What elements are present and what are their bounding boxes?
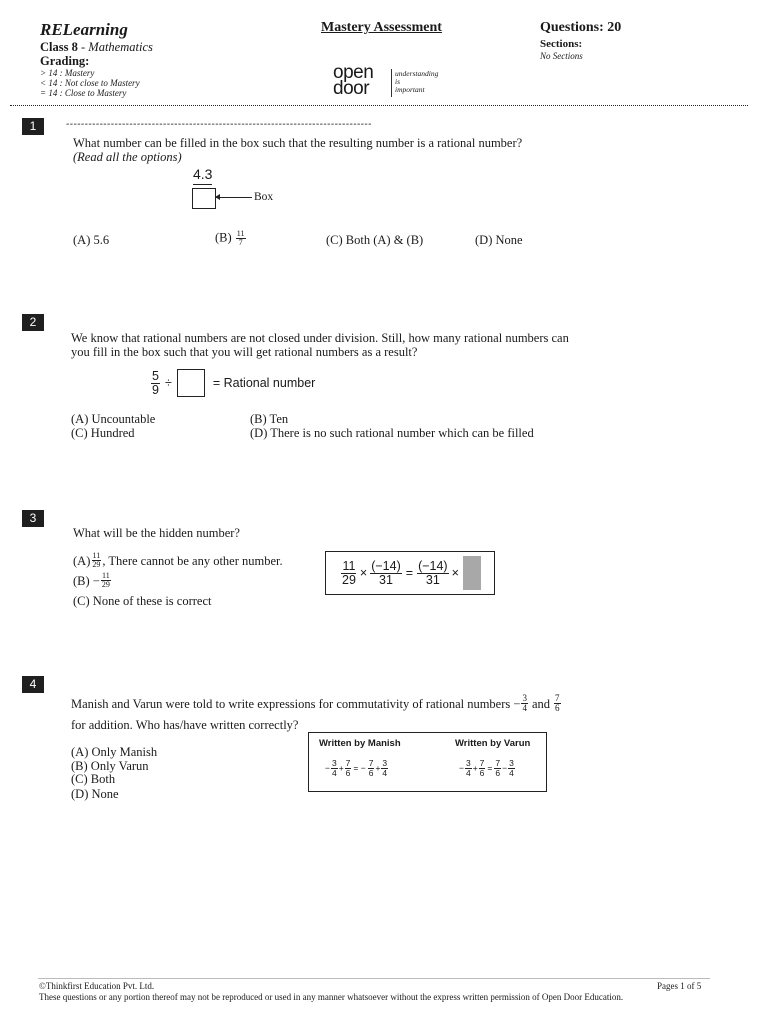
option-c[interactable]: (C) None of these is correct <box>73 594 212 608</box>
question-text: Manish and Varun were told to write expressions for commutativity of rational numbers − $\frac{3}{4}$ and $\frac{7}{6}$ <box>71 693 560 713</box>
number-figure: 4.3 <box>193 166 212 185</box>
option-a[interactable]: (A) $\frac{11}{29}$ , There cannot be any other number. <box>73 551 283 569</box>
option-c[interactable]: (C) Both <box>71 772 116 786</box>
hidden-number-box <box>463 556 481 590</box>
equation-figure: $\frac{11}{29}$ × $\frac{(-14)}{31}$ = $\frac{(-14)}{31}$ × <box>325 551 495 595</box>
question-separator: ---------------------------------------------------------------------------------- <box>66 119 372 130</box>
logo-word-top: open <box>333 62 374 83</box>
footer-pages: Pages 1 of 5 <box>657 981 702 991</box>
column-header-manish: Written by Manish <box>319 738 401 749</box>
question-number: 4 <box>22 676 44 693</box>
grading-rule: > 14 : Mastery <box>40 68 95 78</box>
question-text: What will be the hidden number? <box>73 526 240 540</box>
question-number: 1 <box>22 118 44 135</box>
grading-rule: = 14 : Close to Mastery <box>40 88 127 98</box>
answer-box <box>177 369 205 397</box>
question-text-line2: you fill in the box such that you will get rational numbers as a result? <box>71 345 418 359</box>
answer-box <box>192 188 216 209</box>
brand-title: RELearning <box>40 20 128 39</box>
box-label: Box <box>254 191 274 203</box>
expressions-table <box>308 732 547 792</box>
questions-count: Questions: 20 <box>540 20 622 35</box>
varun-expression: − $\frac{3}{4}$ + $\frac{7}{6}$ = $\frac{7}{6}$ − $\frac{3}{4}$ <box>459 758 514 778</box>
question-number: 3 <box>22 510 44 527</box>
footer-divider <box>38 978 710 979</box>
option-b[interactable]: (B) $\frac{11}{7}$ <box>215 229 245 247</box>
footer-copyright: ©Thinkfirst Education Pvt. Ltd. <box>39 981 155 991</box>
class-label: Class 8 <box>40 40 78 54</box>
option-b[interactable]: (B) Ten <box>250 412 289 426</box>
grading-label: Grading: <box>40 54 90 68</box>
option-d[interactable]: (D) None <box>475 233 523 247</box>
footer-notice: These questions or any portion thereof may not be reproduced or used in any manner whatsoever without the express written permission of Open Door Education. <box>39 992 624 1002</box>
subject-label: Mathematics <box>88 40 153 54</box>
division-figure: $\frac{5}{9}$ ÷ = Rational number <box>152 369 316 397</box>
class-line: Class 8 - Mathematics <box>40 40 153 54</box>
option-d[interactable]: (D) There is no such rational number which can be filled <box>250 426 534 440</box>
sections-label: Sections: <box>540 38 583 50</box>
question-text: We know that rational numbers are not closed under division. Still, how many rational numbers can <box>71 331 569 345</box>
option-a[interactable]: (A) 5.6 <box>73 233 110 247</box>
logo-tagline: understanding is important <box>395 69 439 94</box>
manish-expression: − $\frac{3}{4}$ + $\frac{7}{6}$ = − $\frac{7}{6}$ + $\frac{3}{4}$ <box>325 758 388 778</box>
logo-word-bottom: door <box>333 78 370 99</box>
question-number: 2 <box>22 314 44 331</box>
grading-rules <box>40 68 140 98</box>
option-b[interactable]: (B) − $\frac{11}{29}$ <box>73 571 110 589</box>
grading-rule: < 14 : Not close to Mastery <box>40 78 140 88</box>
question-text: What number can be filled in the box such that the resulting number is a rational number? <box>73 136 523 150</box>
option-a[interactable]: (A) Only Manish <box>71 745 158 759</box>
option-c[interactable]: (C) Hundred <box>71 426 135 440</box>
column-header-varun: Written by Varun <box>455 738 531 749</box>
option-c[interactable]: (C) Both (A) & (B) <box>326 233 424 247</box>
sections-value: No Sections <box>540 51 583 61</box>
option-d[interactable]: (D) None <box>71 787 119 801</box>
box-arrow <box>216 197 252 198</box>
option-a[interactable]: (A) Uncountable <box>71 412 156 426</box>
question-note: (Read all the options) <box>73 150 182 164</box>
assessment-title: Mastery Assessment <box>321 20 442 35</box>
option-b[interactable]: (B) Only Varun <box>71 759 149 773</box>
open-door-logo <box>333 62 453 102</box>
header-divider <box>10 105 748 106</box>
question-text-line2: for addition. Who has/have written correctly? <box>71 718 299 732</box>
